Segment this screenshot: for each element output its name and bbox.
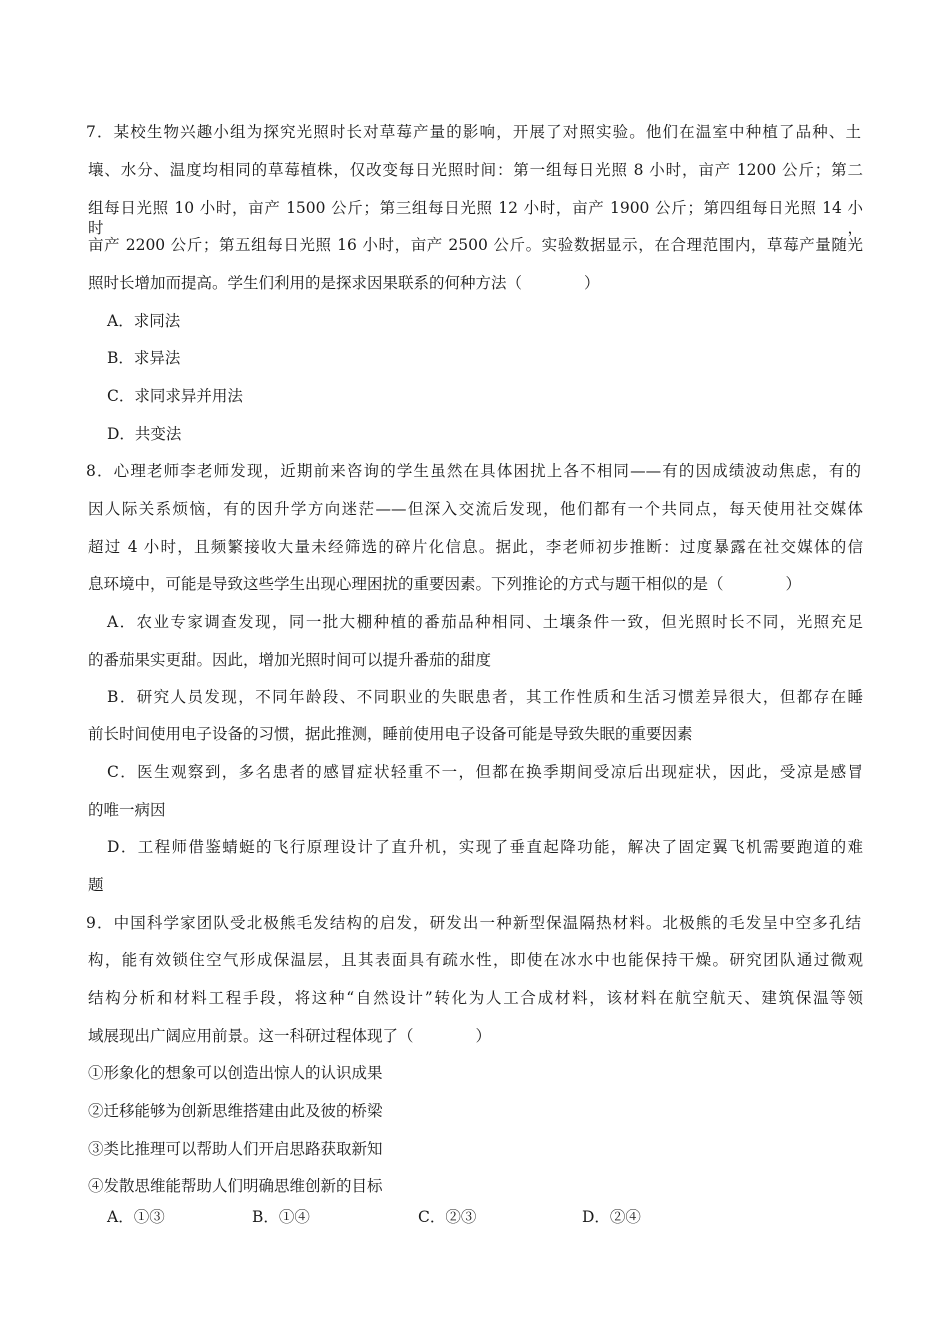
question-7-stem-line: 组每日光照 10 小时，亩产 1500 公斤；第三组每日光照 12 小时，亩产 1900 公斤；第四组每日光照 14 小时， <box>88 199 863 237</box>
question-8-option-c-cont: 的唯一病因 <box>88 801 166 819</box>
question-9-statement: ②迁移能够为创新思维搭建由此及彼的桥梁 <box>88 1102 383 1120</box>
question-8-stem-line: 因人际关系烦恼，有的因升学方向迷茫——但深入交流后发现，他们都有一个共同点，每天使用社交媒体 <box>88 500 863 518</box>
question-9-statement: ①形象化的想象可以创造出惊人的认识成果 <box>88 1064 383 1082</box>
question-9-statement: ③类比推理可以帮助人们开启思路获取新知 <box>88 1140 383 1158</box>
question-7-option-d: D．共变法 <box>107 425 182 443</box>
question-9-answer-d: D．②④ <box>582 1208 641 1226</box>
question-8-option-c: C．医生观察到，多名患者的感冒症状轻重不一，但都在换季期间受凉后出现症状，因此，受凉是感冒 <box>107 763 863 781</box>
question-8-option-b: B．研究人员发现，不同年龄段、不同职业的失眠患者，其工作性质和生活习惯差异很大，但都存在睡 <box>107 688 863 706</box>
question-7-stem-line: 壤、水分、温度均相同的草莓植株，仅改变每日光照时间：第一组每日光照 8 小时，亩产 1200 公斤；第二 <box>88 161 863 179</box>
question-9-answer-b: B．①④ <box>252 1208 310 1226</box>
question-8-stem-line: 超过 4 小时，且频繁接收大量未经筛选的碎片化信息。据此，李老师初步推断：过度暴露在社交媒体的信 <box>88 538 863 556</box>
question-9-stem-line: 结构分析和材料工程手段，将这种“自然设计”转化为人工合成材料，该材料在航空航天、建筑保温等领 <box>88 989 863 1007</box>
question-7-option-b: B．求异法 <box>107 349 181 367</box>
question-8-option-d-cont: 题 <box>88 876 104 894</box>
question-7-option-c: C．求同求异并用法 <box>107 387 243 405</box>
question-7-stem-line: 照时长增加而提高。学生们利用的是探求因果联系的何种方法（ ） <box>88 274 600 292</box>
question-9-stem-line: 域展现出广阔应用前景。这一科研过程体现了（ ） <box>88 1027 492 1045</box>
question-7-stem-line: 亩产 2200 公斤；第五组每日光照 16 小时，亩产 2500 公斤。实验数据显示，在合理范围内，草莓产量随光 <box>88 236 863 254</box>
question-7-option-a: A．求同法 <box>107 312 181 330</box>
question-9-stem-line: 9．中国科学家团队受北极熊毛发结构的启发，研发出一种新型保温隔热材料。北极熊的毛发呈中空多孔结 <box>86 914 861 932</box>
question-8-option-d: D．工程师借鉴蜻蜓的飞行原理设计了直升机，实现了垂直起降功能，解决了固定翼飞机需要跑道的难 <box>107 838 863 856</box>
question-8-stem-line: 8．心理老师李老师发现，近期前来咨询的学生虽然在具体困扰上各不相同——有的因成绩波动焦虑，有的 <box>86 462 861 480</box>
question-9-answer-a: A．①③ <box>107 1208 165 1226</box>
question-9-statement: ④发散思维能帮助人们明确思维创新的目标 <box>88 1177 383 1195</box>
question-8-stem-line: 息环境中，可能是导致这些学生出现心理困扰的重要因素。下列推论的方式与题干相似的是（ ） <box>88 575 802 593</box>
question-8-option-b-cont: 前长时间使用电子设备的习惯，据此推测，睡前使用电子设备可能是导致失眠的重要因素 <box>88 725 693 743</box>
question-8-option-a-cont: 的番茄果实更甜。因此，增加光照时间可以提升番茄的甜度 <box>88 651 492 669</box>
question-7-stem-line: 7．某校生物兴趣小组为探究光照时长对草莓产量的影响，开展了对照实验。他们在温室中种植了品种、土 <box>86 123 861 141</box>
question-9-answer-c: C．②③ <box>418 1208 477 1226</box>
question-9-stem-line: 构，能有效锁住空气形成保温层，且其表面具有疏水性，即使在冰水中也能保持干燥。研究团队通过微观 <box>88 951 863 969</box>
question-8-option-a: A．农业专家调查发现，同一批大棚种植的番茄品种相同、土壤条件一致，但光照时长不同，光照充足 <box>107 613 863 631</box>
